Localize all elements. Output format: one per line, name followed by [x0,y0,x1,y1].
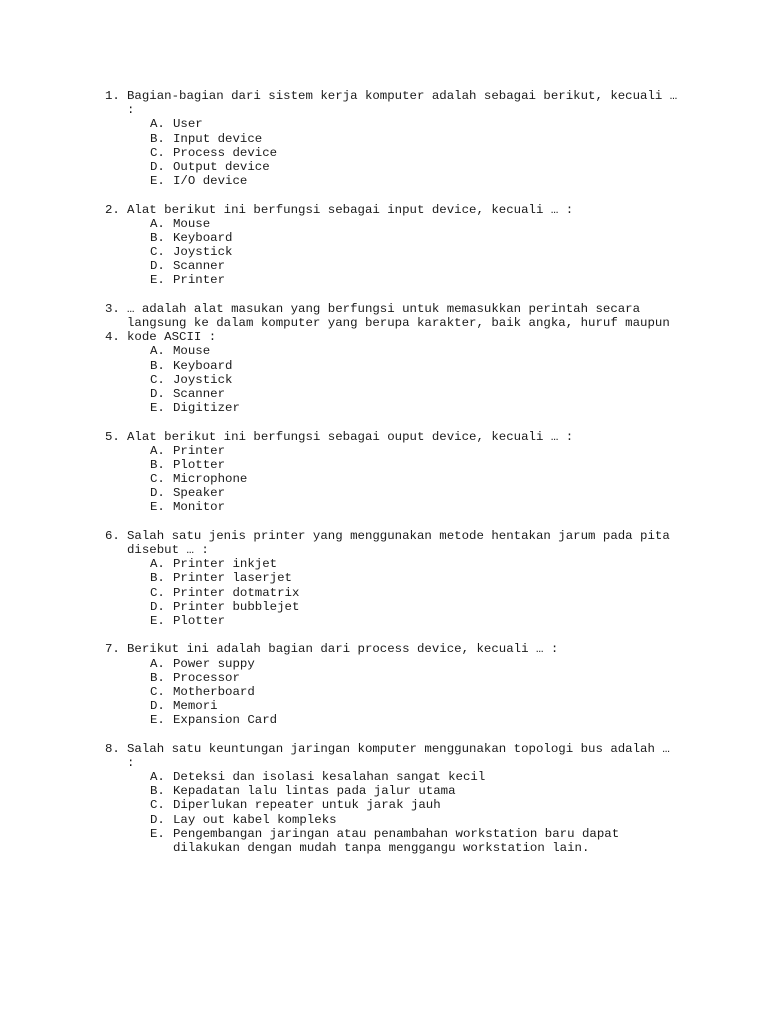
option-c [0,685,768,699]
option-d [0,387,768,401]
option-letter: C. [150,684,165,699]
question-text: Bagian-bagian dari sistem kerja komputer adalah sebagai berikut, kecuali … [127,89,678,103]
question-number: 5. [105,429,120,444]
option-c [0,472,768,486]
option-letter: D. [150,486,165,501]
question-line [0,103,768,117]
option-letter: B. [150,230,165,245]
question-line [0,316,768,330]
option-c [0,373,768,387]
question-text: : [127,103,135,118]
option-letter: A. [150,557,165,572]
question-3 [0,302,768,416]
option-text: User [173,117,203,132]
option-text: Kepadatan lalu lintas pada jalur utama [173,784,456,799]
option-letter: A. [150,443,165,458]
option-text: Speaker [173,486,226,501]
option-text: Plotter [173,457,226,472]
question-number: 2. [105,202,120,217]
option-text: Input device [173,131,263,146]
question-1 [0,89,768,188]
option-letter: B. [150,670,165,685]
option-text: Keyboard [173,358,233,373]
option-letter: E. [150,613,165,628]
option-b [0,571,768,585]
question-text: disebut … : [127,543,209,557]
option-text: Plotter [173,613,226,628]
option-e [0,500,768,514]
option-text: dilakukan dengan mudah tanpa menggangu workstation lain. [173,840,590,855]
option-text: I/O device [173,174,248,189]
option-e [0,713,768,727]
question-number: 7. [105,642,120,657]
option-letter: A. [150,216,165,231]
option-text: Keyboard [173,230,233,245]
question-text: Salah satu jenis printer yang menggunakan metode hentakan jarum pada pita [127,528,670,543]
option-letter: A. [150,117,165,132]
option-letter: C. [150,798,165,813]
question-line [0,756,768,770]
question-8 [0,742,768,856]
option-text: Motherboard [173,684,255,699]
option-text: Joystick [173,245,233,260]
option-d [0,600,768,614]
option-text: Digitizer [173,401,240,416]
option-d [0,813,768,827]
option-text: Scanner [173,259,226,274]
option-letter: E. [150,401,165,416]
option-letter: D. [150,812,165,827]
option-c [0,798,768,812]
option-a [0,444,768,458]
option-b [0,231,768,245]
option-text: Processor [173,670,240,685]
option-letter: E. [150,174,165,189]
option-b [0,458,768,472]
option-text: Expansion Card [173,713,278,728]
option-d [0,160,768,174]
option-text: Deteksi dan isolasi kesalahan sangat kecil [173,770,486,784]
option-letter: A. [150,770,165,784]
option-b [0,359,768,373]
option-letter: D. [150,699,165,714]
option-text: Power suppy [173,656,255,671]
option-a [0,557,768,571]
option-letter: D. [150,386,165,401]
question-line [0,742,768,756]
option-letter: D. [150,159,165,174]
question-5 [0,430,768,515]
question-line [0,430,768,444]
option-e [0,174,768,188]
question-6 [0,529,768,628]
question-text: Salah satu keuntungan jaringan komputer menggunakan topologi bus adalah … [127,741,670,756]
question-line [0,302,768,316]
option-text: Monitor [173,500,226,515]
option-text: Process device [173,145,278,160]
option-e [0,401,768,415]
option-text: Joystick [173,372,233,387]
option-text: Pengembangan jaringan atau penambahan workstation baru dapat [173,826,620,841]
question-text: langsung ke dalam komputer yang berupa karakter, baik angka, huruf maupun [127,316,670,330]
option-d [0,699,768,713]
option-b [0,784,768,798]
option-letter: E. [150,713,165,728]
option-a [0,657,768,671]
question-text: kode ASCII : [127,330,217,345]
option-letter: C. [150,472,165,487]
option-text: Printer [173,443,226,458]
question-number: 3. [105,301,120,316]
option-b [0,132,768,146]
option-letter: E. [150,500,165,515]
option-text: Scanner [173,386,226,401]
option-letter: E. [150,826,165,841]
option-e [0,614,768,628]
option-text: Printer [173,273,226,288]
question-text: : [127,755,135,770]
option-text: Memori [173,699,218,714]
question-text: Alat berikut ini berfungsi sebagai ouput device, kecuali … : [127,429,574,444]
option-letter: C. [150,145,165,160]
question-line [0,543,768,557]
option-c [0,586,768,600]
option-letter: E. [150,273,165,288]
option-e [0,273,768,287]
option-d [0,259,768,273]
option-text: Printer laserjet [173,571,292,586]
option-letter: A. [150,344,165,359]
option-text: Mouse [173,344,211,359]
question-text: Alat berikut ini berfungsi sebagai input device, kecuali … : [127,202,574,217]
question-number: 4. [105,330,120,345]
option-text: Printer inkjet [173,557,278,572]
option-letter: B. [150,571,165,586]
question-text: … adalah alat masukan yang berfungsi untuk memasukkan perintah secara [127,301,641,316]
question-line [0,642,768,656]
option-letter: B. [150,457,165,472]
option-a [0,344,768,358]
option-a [0,117,768,131]
question-number: 6. [105,528,120,543]
option-text: Mouse [173,216,211,231]
question-text: Berikut ini adalah bagian dari process device, kecuali … : [127,642,559,657]
option-letter: B. [150,784,165,799]
option-e [0,827,768,841]
option-letter: D. [150,599,165,614]
question-number: 8. [105,741,120,756]
option-text: Output device [173,159,270,174]
option-a [0,770,768,784]
option-letter: A. [150,656,165,671]
option-letter: C. [150,245,165,260]
option-d [0,486,768,500]
question-7 [0,642,768,727]
option-text: Printer bubblejet [173,599,300,614]
option-text: Microphone [173,472,248,487]
option-letter: B. [150,131,165,146]
option-c [0,245,768,259]
question-number: 1. [105,89,120,103]
option-text: Printer dotmatrix [173,585,300,600]
option-c [0,146,768,160]
option-letter: C. [150,585,165,600]
option-a [0,217,768,231]
option-text: Diperlukan repeater untuk jarak jauh [173,798,441,813]
option-text: Lay out kabel kompleks [173,812,337,827]
question-2 [0,203,768,288]
option-letter: B. [150,358,165,373]
question-line [0,89,768,103]
option-b [0,671,768,685]
option-e-continuation [0,841,768,855]
question-line [0,330,768,344]
option-letter: D. [150,259,165,274]
option-letter: C. [150,372,165,387]
question-document [0,89,768,869]
question-line [0,529,768,543]
question-line [0,203,768,217]
